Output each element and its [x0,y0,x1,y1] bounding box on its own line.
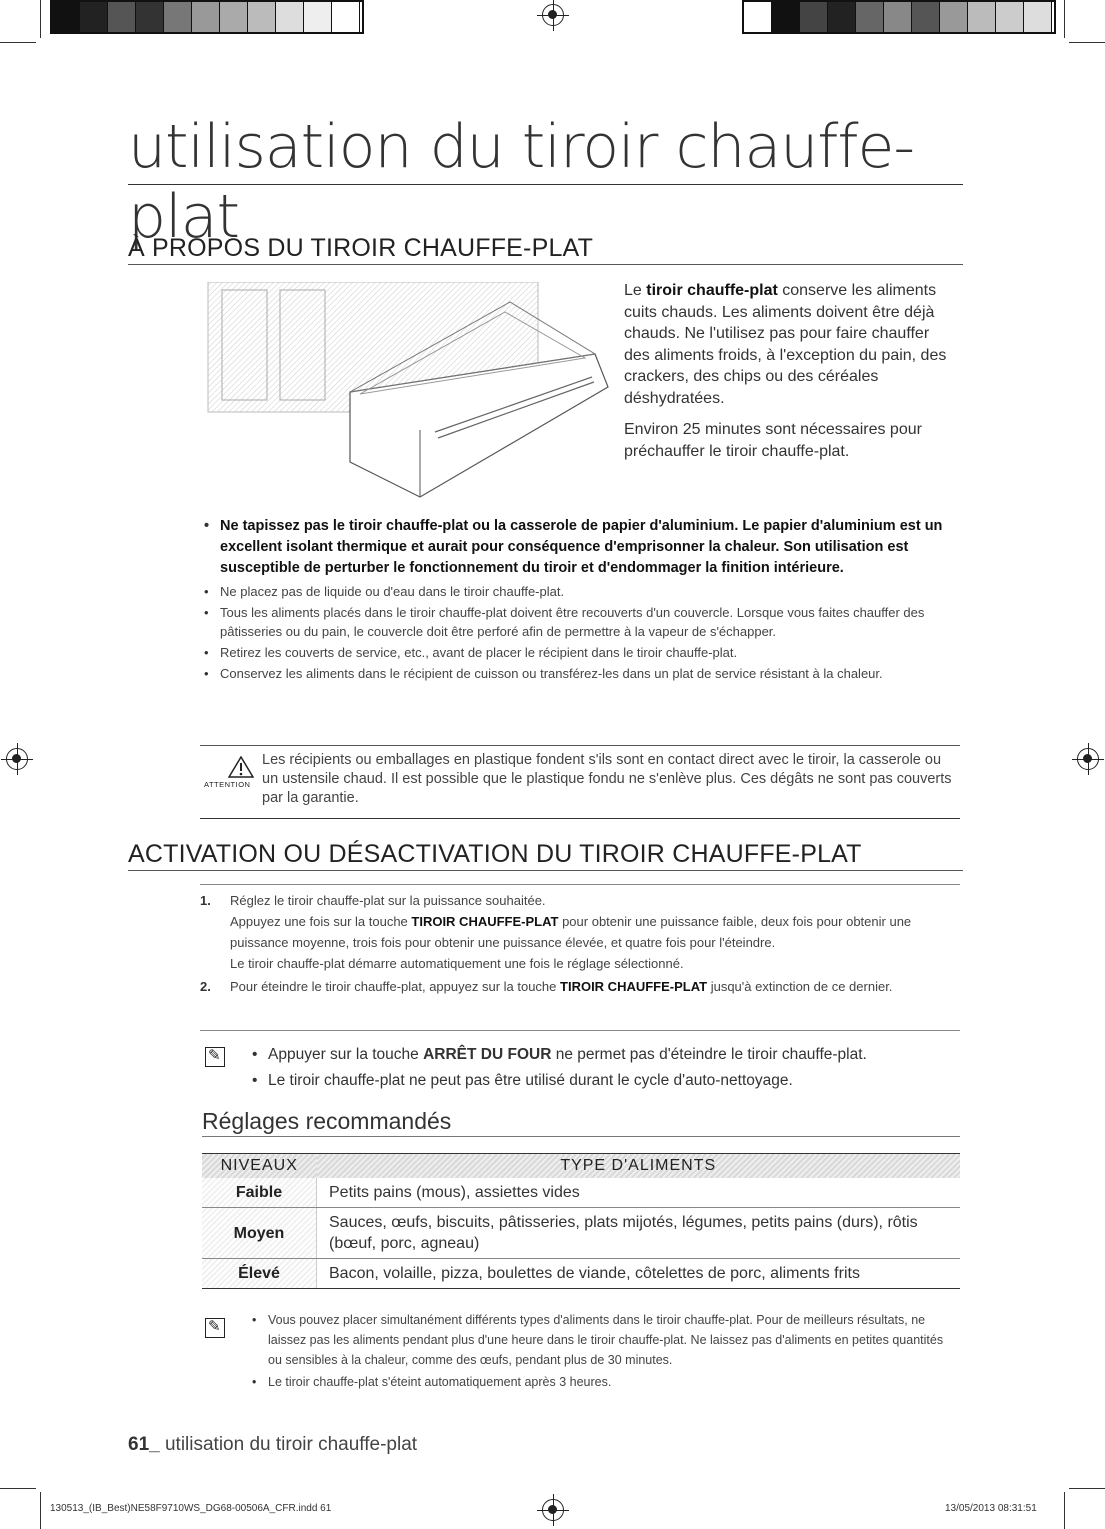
page-footer [128,1434,417,1456]
settings-table [202,1153,960,1289]
steps-list [200,890,962,999]
table-header-food: TYPE D'ALIMENTS [317,1154,961,1179]
step-number: 1. [200,893,211,908]
crop-mark [0,42,36,43]
key-name: ARRÊT DU FOUR [423,1046,552,1063]
slug-right: 13/05/2013 08:31:51 [945,1503,1037,1514]
intro-text [624,280,958,472]
registration-target-icon [542,4,564,26]
caution-label: ATTENTION [204,780,251,789]
crop-mark [40,1492,41,1529]
page-number: 61_ [128,1434,160,1455]
registration-target-icon [1077,748,1099,770]
section-heading-activation: ACTIVATION OU DÉSACTIVATION DU TIROIR CHAUFFE-PLAT [128,838,963,871]
crop-mark [1064,0,1065,38]
step-item [200,976,962,997]
step-title: Réglez le tiroir chauffe-plat sur la puissance souhaitée. [230,893,546,908]
list-item: • Vous pouvez placer simultanément différents types d'aliments dans le tiroir chauffe-plat. Pour de meilleurs résultats, ne laissez pas les aliments pendant plus d'une heure dans le tiroir chauffe-plat. Ne laissez pas d'aliments en petites quantités ou sensibles à la chaleur, comme des œufs, pendant plus de 30 minutes. [248,1310,960,1370]
divider [200,884,960,885]
registration-bar-left [50,0,364,34]
table-row [202,1259,960,1289]
step-detail: Appuyez une fois sur la touche TIROIR CHAUFFE-PLAT pour obtenir une puissance faible, deux fois pour obtenir une puissance moyenne, trois fois pour obtenir une puissance élevée, et quatre fois pour l'éteindre. [230,914,912,950]
table-cell-food: Sauces, œufs, biscuits, pâtisseries, plats mijotés, légumes, petits pains (durs), rôtis (bœuf, porc, agneau) [317,1208,961,1259]
crop-mark [0,1488,36,1489]
note-icon [205,1318,225,1338]
step-detail: Pour éteindre le tiroir chauffe-plat, appuyez sur la touche TIROIR CHAUFFE-PLAT jusqu'à extinction de ce dernier. [230,979,893,994]
list-item: • Conservez les aliments dans le récipient de cuisson ou transférez-les dans un plat de service résistant à la chaleur. [200,664,960,683]
crop-mark [1069,42,1105,43]
list-item: • Retirez les couverts de service, etc., avant de placer le récipient dans le tiroir chauffe-plat. [200,643,960,662]
list-item: • Le tiroir chauffe-plat s'éteint automatiquement après 3 heures. [248,1372,960,1392]
warming-drawer-illustration [200,282,610,500]
key-name: TIROIR CHAUFFE-PLAT [411,914,559,929]
table-row [202,1208,960,1259]
warning-bullets [200,516,960,685]
page-title: utilisation du tiroir chauffe-plat [128,112,963,185]
crop-mark [1069,1488,1105,1489]
footer-label: utilisation du tiroir chauffe-plat [164,1434,418,1455]
note-box [248,1310,960,1394]
table-cell-level: Moyen [202,1208,317,1259]
slug-left: 130513_(IB_Best)NE58F9710WS_DG68-00506A_CFR.indd 61 [50,1503,332,1514]
list-item: • Ne tapissez pas le tiroir chauffe-plat ou la casserole de papier d'aluminium. Le papier d'aluminium est un excellent isolant thermique et aurait pour conséquence d'emprisonner la chaleur. Son utilisation est susceptible de perturber le fonctionnement du tiroir et d'endommager la finition intérieure. [200,516,960,579]
caution-box [200,745,960,819]
step-detail: Le tiroir chauffe-plat démarre automatiquement une fois le réglage sélectionné. [230,956,684,971]
note-box [248,1043,960,1095]
warning-triangle-icon [228,756,254,778]
list-item: • Ne placez pas de liquide ou d'eau dans le tiroir chauffe-plat. [200,582,960,601]
list-item: • Le tiroir chauffe-plat ne peut pas être utilisé durant le cycle d'auto-nettoyage. [248,1069,960,1093]
list-item: • Tous les aliments placés dans le tiroir chauffe-plat doivent être recouverts d'un couvercle. Lorsque vous faites chauffer des pâtisseries ou du pain, le couvercle doit être perforé afin de permettre à la vapeur de s'échapper. [200,603,960,641]
section-heading-about: À PROPOS DU TIROIR CHAUFFE-PLAT [128,232,963,265]
crop-mark [1064,1492,1065,1529]
step-number: 2. [200,979,211,994]
table-cell-level: Élevé [202,1259,317,1289]
table-cell-level: Faible [202,1178,317,1208]
intro-bold-term: tiroir chauffe-plat [646,282,778,299]
table-row [202,1178,960,1208]
intro-paragraph: Le tiroir chauffe-plat conserve les aliments cuits chauds. Les aliments doivent être déjà chauds. Ne l'utilisez pas pour faire chauffer des aliments froids, à l'exception du pain, des crackers, des chips ou des céréales déshydratées. [624,282,947,407]
key-name: TIROIR CHAUFFE-PLAT [560,979,708,994]
table-cell-food: Petits pains (mous), assiettes vides [317,1178,961,1208]
intro-paragraph-2: Environ 25 minutes sont nécessaires pour préchauffer le tiroir chauffe-plat. [624,421,922,460]
step-item [200,890,962,974]
registration-bar-right [742,0,1056,34]
registration-target-icon [542,1499,564,1521]
table-cell-food: Bacon, volaille, pizza, boulettes de viande, côtelettes de porc, aliments frits [317,1259,961,1289]
crop-mark [40,0,41,38]
list-item: • Appuyer sur la touche ARRÊT DU FOUR ne permet pas d'éteindre le tiroir chauffe-plat. [248,1043,960,1067]
table-header-levels: NIVEAUX [202,1154,317,1179]
caution-text: Les récipients ou emballages en plastique fondent s'ils sont en contact direct avec le tiroir, la casserole ou un ustensile chaud. Il est possible que le plastique fondu ne s'enlève plus. Ces dégâts ne sont pas couverts par la garantie. [262,752,952,806]
registration-target-icon [6,748,28,770]
note-icon [205,1047,225,1067]
divider [200,1030,960,1031]
subsection-heading-settings: Réglages recommandés [202,1106,960,1137]
